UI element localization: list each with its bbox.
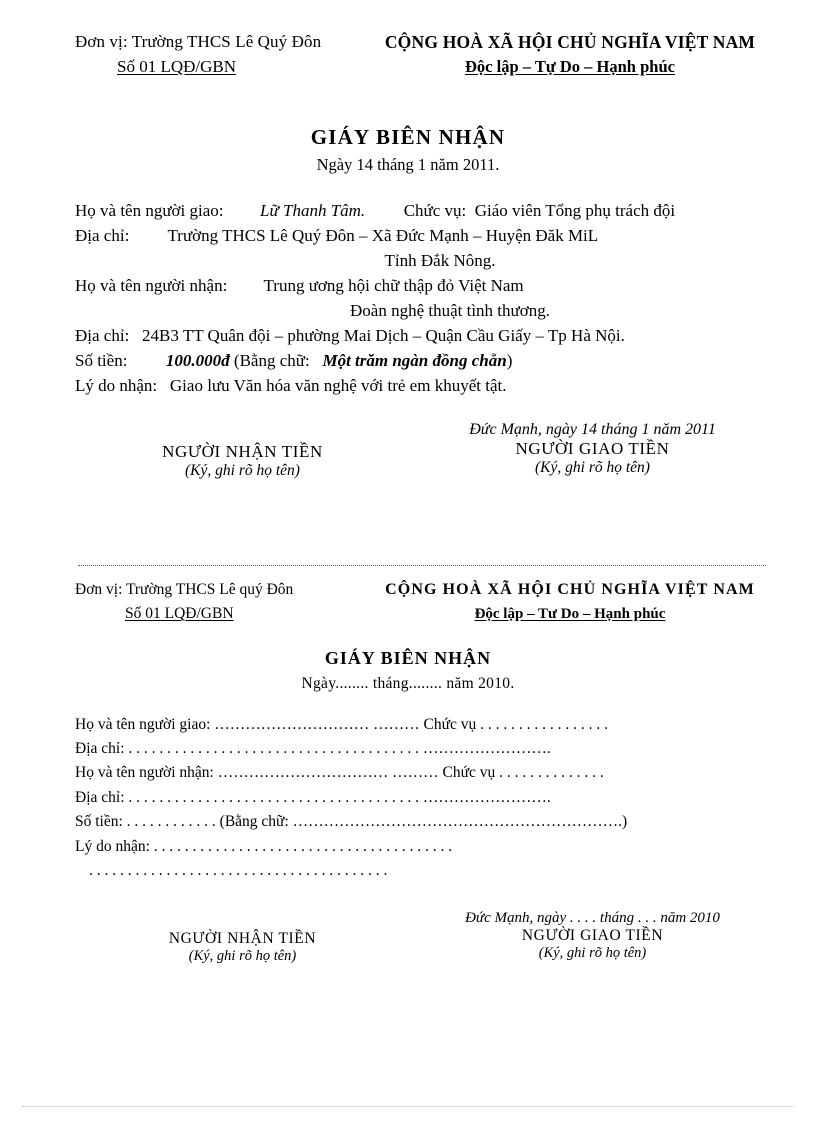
receipt-fields-2 [75, 713, 765, 884]
blank-amount-line[interactable]: Số tiền: . . . . . . . . . . . . (Bằng chữ: ……………………………………………………….) [75, 813, 628, 831]
receipt-title-2: GIÁY BIÊN NHẬN [324, 647, 492, 668]
blank-receiver-line[interactable]: Họ và tên người nhận: …………………………… ……… Chức vụ . . . . . . . . . . . . . . [75, 764, 604, 782]
receiver-note-1: (Ký, ghi rõ họ tên) [185, 461, 300, 479]
field-reason-row [75, 374, 765, 399]
giver-address-value-2: Tỉnh Đắk Nông. [384, 250, 496, 270]
giver-note-2: (Ký, ghi rõ họ tên) [538, 944, 647, 961]
receipt-section-filled [0, 0, 816, 480]
giver-role-1: NGƯỜI GIAO TIỀN [515, 438, 670, 458]
unit-line-1: Đơn vị: Trường THCS Lê Quý Đôn [75, 32, 322, 51]
giver-note-1: (Ký, ghi rõ họ tên) [535, 458, 650, 476]
reason-value: Giao lưu Văn hóa văn nghệ với trẻ em khuyết tật. [169, 375, 507, 395]
doc-number-2: Số 01 LQĐ/GBN [125, 605, 234, 622]
blank-giver-address-line[interactable]: Địa chỉ: . . . . . . . . . . . . . . . . . . . . . . . . . . . . . . . . . . . . . . ……………………. [75, 739, 551, 757]
field-giver-row [75, 199, 765, 224]
letterhead-2-row-2 [75, 602, 765, 626]
giver-label: Họ và tên người giao: [75, 200, 224, 220]
national-title-2: CỘNG HOÀ XÃ HỘI CHỦ NGHĨA VIỆT NAM [385, 581, 755, 598]
giver-address-value: Trường THCS Lê Quý Đôn – Xã Đức Mạnh – Huyện Đăk MiL [167, 225, 599, 245]
signature-receiver-1 [75, 421, 420, 480]
field-receiver-row [75, 274, 765, 299]
position-label: Chức vụ: [403, 200, 467, 220]
giver-role-2: NGƯỜI GIAO TIỀN [521, 926, 664, 944]
receipt-date-1: Ngày 14 tháng 1 năm 2011. [316, 154, 500, 174]
receiver-name-value-2: Đoàn nghệ thuật tình thương. [350, 300, 550, 320]
national-motto-2: Độc lập – Tư Do – Hạnh phúc [474, 606, 666, 622]
receiver-note-2: (Ký, ghi rõ họ tên) [188, 947, 297, 964]
field-receiver-address-row [75, 324, 765, 349]
receipt-section-blank [0, 578, 816, 965]
doc-number-1: Số 01 LQĐ/GBN [117, 56, 237, 76]
field-amount-row [75, 349, 765, 374]
blank-reason-line-cont[interactable]: . . . . . . . . . . . . . . . . . . . . . . . . . . . . . . . . . . . . . . . [89, 862, 388, 880]
giver-name-value: Lữ Thanh Tâm. [260, 200, 366, 220]
reason-label: Lý do nhận: [75, 375, 158, 395]
blank-giver-line[interactable]: Họ và tên người giao: ………………………… ……… Chức vụ . . . . . . . . . . . . . . . . . [75, 715, 609, 733]
letterhead-1 [0, 30, 816, 79]
letterhead-2 [0, 578, 816, 626]
amount-words-prefix: (Bằng chữ: [233, 350, 310, 370]
blank-receiver-address-line[interactable]: Địa chỉ: . . . . . . . . . . . . . . . . . . . . . . . . . . . . . . . . . . . . . . ……………………. [75, 788, 551, 806]
place-date-2: Đức Mạnh, ngày . . . . tháng . . . năm 2010 [465, 909, 720, 926]
signature-giver-2 [420, 910, 765, 965]
place-date-1: Đức Mạnh, ngày 14 tháng 1 năm 2011 [469, 420, 716, 438]
giver-address-label: Địa chỉ: [75, 225, 130, 245]
national-title-1: CỘNG HOÀ XÃ HỘI CHỦ NGHĨA VIỆT NAM [384, 32, 756, 52]
field-receiver-row-2 [75, 299, 765, 324]
receipt-date-2: Ngày........ tháng........ năm 2010. [301, 674, 515, 692]
section-divider-dotted [78, 565, 766, 566]
amount-words-suffix: ) [506, 350, 513, 370]
receiver-role-1: NGƯỜI NHẬN TIỀN [162, 441, 323, 461]
field-giver-address-row [75, 224, 765, 249]
receipt-title-1: GIÁY BIÊN NHẬN [310, 124, 506, 149]
amount-label: Số tiền: [75, 350, 128, 370]
letterhead-1-row-2 [75, 55, 765, 79]
receiver-name-value: Trung ương hội chữ thập đỏ Việt Nam [263, 275, 524, 295]
receiver-address-value: 24B3 TT Quân đội – phường Mai Dịch – Quận Cầu Giấy – Tp Hà Nội. [142, 325, 625, 345]
receiver-label: Họ và tên người nhận: [75, 275, 228, 295]
unit-line-2: Đơn vị: Trường THCS Lê quý Đôn [75, 581, 294, 598]
signature-giver-1 [420, 421, 765, 480]
signature-block-1 [75, 421, 765, 480]
letterhead-2-row-1 [75, 578, 765, 602]
amount-value: 100.000đ [165, 350, 230, 370]
receiver-address-label: Địa chỉ: [75, 325, 130, 345]
page-bottom-dotted-rule [22, 1106, 794, 1107]
receiver-role-2: NGƯỜI NHẬN TIỀN [168, 929, 317, 947]
national-motto-1: Độc lập – Tự Do – Hạnh phúc [465, 56, 675, 76]
field-giver-address-row-2 [75, 249, 765, 274]
signature-receiver-2 [75, 910, 420, 965]
blank-reason-line[interactable]: Lý do nhận: . . . . . . . . . . . . . . . . . . . . . . . . . . . . . . . . . . . . . . . [75, 837, 453, 855]
signature-block-2 [75, 910, 765, 965]
receipt-fields-1 [75, 199, 765, 399]
amount-in-words: Một trăm ngàn đồng chẵn [322, 350, 507, 370]
letterhead-1-row-1 [75, 30, 765, 55]
position-value: Giáo viên Tổng phụ trách đội [474, 200, 676, 220]
